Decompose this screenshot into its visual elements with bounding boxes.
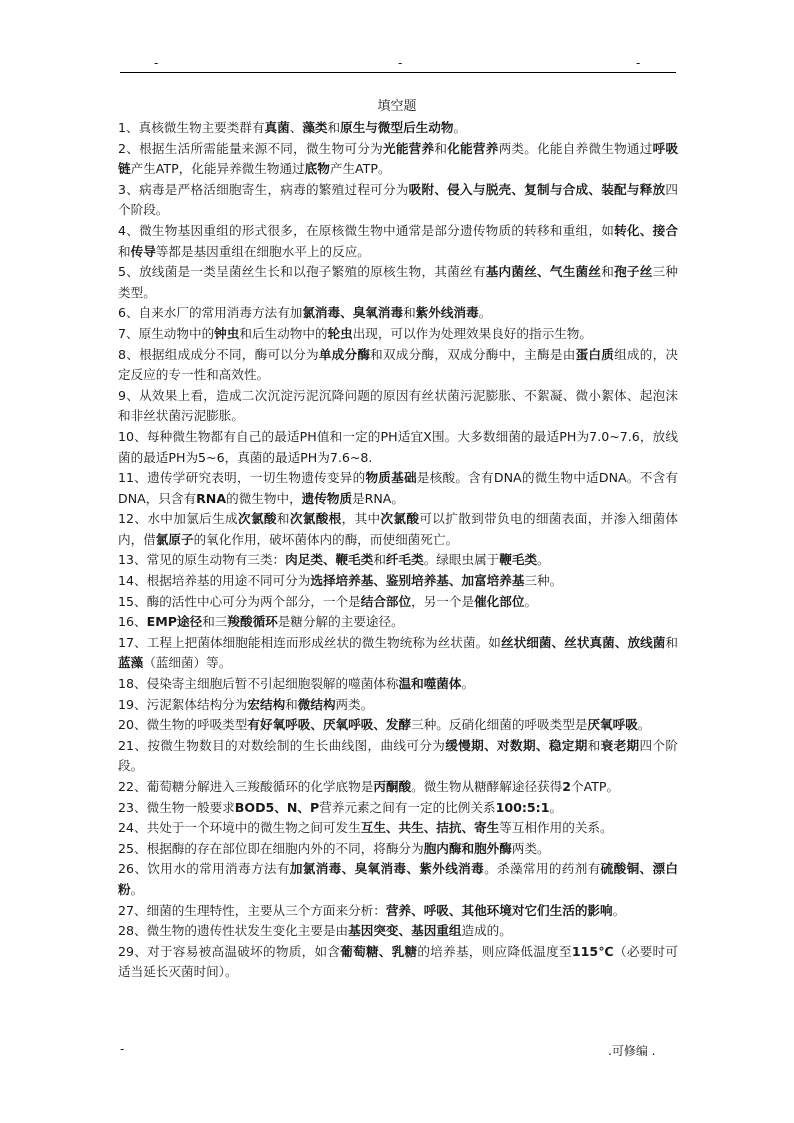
answer-text: 光能营养	[383, 140, 435, 156]
question-text: 和	[587, 737, 601, 753]
answer-text: 有好氧呼吸、厌氧呼吸、发酵	[247, 717, 412, 733]
question-text: 14、根据培养基的用途不同可分为	[118, 573, 311, 589]
question-text: 个ATP。	[570, 779, 620, 794]
question-text: 、	[289, 120, 303, 135]
question-text: 6、自来水厂的常用消毒方法有加	[118, 305, 303, 321]
answer-text: 紫外线消毒	[415, 305, 479, 321]
answer-text: 温和噬菌体	[398, 676, 462, 692]
header-mark-center: -	[398, 56, 403, 70]
question-text: 的氧化作用，破坏菌体内的酶，而使细菌死亡。	[193, 531, 459, 547]
question-text: 13、常见的原生动物有三类：	[118, 552, 286, 568]
question-text: 。	[612, 902, 626, 918]
question-text: 。	[478, 305, 492, 321]
answer-text: 115℃	[571, 943, 614, 959]
header-mark-left: -	[154, 56, 159, 70]
question-text: 25、根据酶的存在部位即在细胞内外的不同，将酶分为	[118, 840, 424, 856]
question-item	[118, 674, 678, 695]
question-text: 28、微生物的遗传性状发生变化主要是由	[118, 923, 349, 939]
answer-text: 蛋白质	[575, 346, 615, 362]
answer-text: 化能营养	[447, 140, 499, 156]
question-text: 4、微生物基因重组的形式很多，在原核微生物中通常是部分遗传物质的转移和重组，如	[118, 222, 615, 238]
question-item	[118, 571, 678, 592]
question-text: 四个阶段。	[118, 181, 679, 218]
question-text: 的微生物中，	[226, 490, 302, 506]
question-text: （蓝细菌）等。	[143, 655, 232, 671]
question-text: 两类。	[335, 696, 374, 712]
answer-text: 钟虫	[214, 325, 240, 341]
question-text: 是	[277, 614, 291, 630]
question-text: 三种。	[524, 573, 563, 589]
answer-text: 转化、接合	[614, 222, 679, 238]
question-text: 24、共处于一个环境中的微生物之间可发生	[118, 820, 361, 836]
question-text: 和	[403, 305, 416, 321]
question-item	[118, 633, 678, 674]
question-text: 7、原生动物中的	[118, 325, 215, 341]
answer-text: 呼吸链	[118, 140, 679, 177]
question-item	[118, 798, 678, 819]
answer-text: 次氯酸	[380, 511, 420, 527]
question-text: 和	[118, 243, 131, 259]
question-text: 和	[327, 120, 341, 135]
question-item	[118, 921, 678, 942]
answer-text: 蓝藻	[118, 655, 144, 671]
question-text: 可以扩散到带负电的细菌表面，并渗入细菌体内，借	[118, 511, 679, 547]
question-text: 26、饮用水的常用消毒方法有	[118, 861, 290, 877]
answer-text: 鞭毛类	[499, 552, 538, 568]
question-item	[118, 550, 678, 571]
question-text: 是RNA。	[352, 490, 405, 506]
question-item	[118, 180, 678, 221]
answer-text: 互生、共生、拮抗、寄生	[360, 820, 500, 836]
answer-text: 选择培养基、鉴别培养基、加富培养基	[310, 573, 525, 589]
answer-text: 羧酸循环	[227, 614, 278, 630]
question-text: 23、微生物一般要求	[118, 799, 235, 815]
question-text: 1、真核微生物主要类群有	[118, 120, 265, 135]
question-text: 。	[130, 881, 144, 897]
question-text: 和	[285, 696, 298, 712]
question-text: 18、侵染寄主细胞后暂不引起细胞裂解的噬菌体称	[118, 676, 399, 692]
answer-text: 催化部位	[474, 593, 525, 609]
question-text: 的培养基，则应降低温度至	[417, 943, 572, 959]
question-text: ，另一个是	[411, 593, 475, 609]
question-item	[118, 612, 678, 633]
question-text: 9、从效果上看，造成二次沉淀污泥沉降问题的原因有丝状菌污泥膨胀、不絮凝、微小絮体、起泡沫和非丝状菌污泥膨胀。	[118, 387, 678, 424]
question-text: 四个阶段。	[118, 737, 679, 774]
question-text: （必要时可适当延长灭菌时间）。	[118, 943, 679, 980]
question-text: 3、病毒是严格活细胞寄生，病毒的繁殖过程可分为	[118, 181, 409, 197]
question-text: 和三	[202, 614, 228, 630]
question-text: 2、根据生活所需能量来源不同，微生物可分为	[118, 140, 383, 156]
question-item	[118, 695, 678, 716]
answer-text: 藻类	[302, 120, 328, 135]
question-item	[118, 715, 678, 736]
answer-text: 次氯酸根	[289, 511, 342, 527]
answer-text: 纤毛类	[385, 552, 424, 568]
question-item	[118, 942, 678, 983]
question-text: 。微生物从糖酵解途径获得	[411, 779, 563, 794]
question-text: 和	[434, 140, 448, 156]
question-text: 12、水中加氯后生成	[118, 511, 238, 527]
answer-text: 加氯消毒、臭氧消毒、紫外线消毒	[289, 861, 485, 877]
answer-text: 氯原子	[155, 531, 194, 547]
answer-text: 遗传物质	[301, 490, 353, 506]
question-item	[118, 345, 678, 386]
question-text: 21、按微生物数目的对数绘制的生长曲线图，曲线可分为	[118, 737, 446, 753]
footer-editable-note: .可修编 .	[608, 1044, 656, 1058]
answer-text: 厌氧呼吸	[587, 717, 638, 733]
question-item	[118, 221, 678, 262]
answer-text: 孢子丝	[614, 264, 653, 280]
question-text: 29、对于容易被高温破坏的物质，如含	[118, 943, 341, 959]
question-text: 10、每种微生物都有自己的最适PH值和一定的PH适宜X围。大多数细菌的最适PH为7.0~7.6，放线菌的最适PH为5~6，真菌的最适PH为7.6~8.	[118, 428, 678, 465]
question-item	[118, 859, 678, 900]
answer-text: EMP途径	[146, 614, 203, 630]
question-text: 等互相作用的关系。	[499, 820, 613, 836]
question-text: 。	[637, 717, 651, 733]
answer-text: 传导	[130, 243, 156, 259]
answer-text: 宏结构	[247, 696, 286, 712]
question-text: 两类。	[511, 840, 550, 856]
answer-text: 2	[562, 779, 571, 794]
page-title: 填空题	[377, 99, 417, 114]
question-item	[118, 386, 678, 427]
question-item	[118, 468, 678, 509]
answer-text: 真菌	[264, 120, 290, 135]
question-item	[118, 118, 678, 139]
question-text: 等都是基因重组在细胞水平上的反应。	[155, 243, 370, 259]
answer-text: 结合部位	[360, 593, 412, 609]
answer-text: RNA	[196, 490, 227, 506]
answer-text: 物质基础	[365, 470, 417, 486]
answer-text: 吸附、侵入与脱壳、复制与合成、装配与释放	[408, 181, 666, 197]
question-text: 和	[601, 264, 615, 280]
question-text: 和	[373, 552, 386, 568]
answer-text: 胞内酶和胞外酶	[423, 840, 512, 856]
answer-text: 单成分酶	[318, 346, 371, 362]
question-text: 造成的。	[461, 923, 512, 939]
question-list	[118, 118, 678, 983]
answer-text: BOD5、N、P	[234, 799, 320, 815]
question-text: 16、	[118, 614, 147, 630]
question-text: 三种类型。	[118, 264, 679, 300]
question-item	[118, 303, 678, 324]
question-item	[118, 324, 678, 345]
answer-text: 营养、呼吸、其他环境对它们生活的影响	[385, 902, 613, 918]
question-text: 27、细菌的生理特性，主要从三个方面来分析：	[118, 902, 386, 918]
question-text: 出现，可以作为处理效果良好的指示生物。	[352, 325, 592, 341]
answer-text: 葡萄糖、乳糖	[340, 943, 418, 959]
question-text: 两类。化能自养微生物通过	[498, 140, 653, 156]
question-text: 和	[276, 511, 290, 527]
question-item	[118, 818, 678, 839]
question-item	[118, 777, 678, 798]
question-text: 8、根据组成成分不同，酶可以分为	[118, 346, 319, 362]
question-item	[118, 427, 678, 468]
question-item	[118, 139, 678, 180]
question-text: 20、微生物的呼吸类型	[118, 717, 248, 733]
question-text: 17、工程上把菌体细胞能相连而形成丝状的微生物统称为丝状菌。如	[118, 634, 501, 650]
answer-text: 次氯酸	[238, 511, 277, 527]
question-text: 19、污泥絮体结构分为	[118, 696, 248, 712]
question-item	[118, 509, 678, 550]
question-text: 和	[665, 634, 679, 650]
answer-text: 衰老期	[600, 737, 640, 753]
question-text: 和双成分酶，双成分酶中，主酶是由	[370, 346, 576, 362]
question-text: ，其中	[341, 511, 381, 527]
question-text: 。	[549, 799, 563, 815]
header-mark-right: -	[636, 56, 641, 70]
answer-text: 缓慢期、对数期、稳定期	[445, 737, 588, 753]
question-text: 营养元素之间有一定的比例关系	[319, 799, 496, 815]
footer-left-mark: -	[120, 1042, 125, 1056]
question-text: 。	[453, 120, 467, 135]
answer-text: 轮虫	[327, 325, 353, 341]
answer-text: 肉足类、鞭毛类	[285, 552, 374, 568]
question-text: 三种。反硝化细菌的呼吸类型是	[411, 717, 588, 733]
question-text: 5、放线菌是一类呈菌丝生长和以孢子繁殖的原核生物，其菌丝有	[118, 264, 486, 280]
answer-text: 丝状细菌、丝状真菌、放线菌	[500, 634, 666, 650]
header-rule	[120, 72, 676, 73]
answer-text: 底物	[304, 161, 330, 177]
question-text: 15、酶的活性中心可分为两个部分，一个是	[118, 593, 361, 609]
question-text: 是核酸。含有DNA的微生物中适DNA。不含有DNA，只含有	[118, 470, 679, 506]
question-text: 11、遗传学研究表明，一切生物遗传变异的	[118, 470, 366, 486]
question-text: 产生ATP。	[329, 161, 391, 177]
question-item	[118, 736, 678, 777]
question-text: 。	[524, 593, 538, 609]
answer-text: 微结构	[297, 696, 336, 712]
question-text: 22、葡萄糖分解进入三羧酸循环的化学底物是	[118, 779, 374, 794]
answer-text: 100:5:1	[495, 799, 550, 815]
question-text: 。	[537, 552, 550, 568]
question-text: 糖分解的主要途径。	[290, 614, 404, 630]
question-text: 和后生动物中的	[239, 325, 328, 341]
question-item	[118, 839, 678, 860]
question-item	[118, 592, 678, 613]
question-item	[118, 901, 678, 922]
answer-text: 氯消毒、臭氧消毒	[302, 305, 404, 321]
answer-text: 基因突变、基因重组	[348, 923, 462, 939]
question-text: 组成的，决定反应的专一性和高效性。	[118, 346, 679, 383]
question-item	[118, 262, 678, 303]
answer-text: 硫酸铜、漂白粉	[118, 861, 679, 897]
answer-text: 基内菌丝、气生菌丝	[485, 264, 602, 280]
question-text: 。	[461, 676, 475, 692]
question-text: 。杀藻常用的药剂有	[484, 861, 601, 877]
answer-text: 原生与微型后生动物	[340, 120, 454, 135]
question-text: 产生ATP，化能异养微生物通过	[130, 161, 305, 177]
answer-text: 丙酮酸	[373, 779, 412, 794]
question-text: 。绿眼虫属于	[423, 552, 500, 568]
